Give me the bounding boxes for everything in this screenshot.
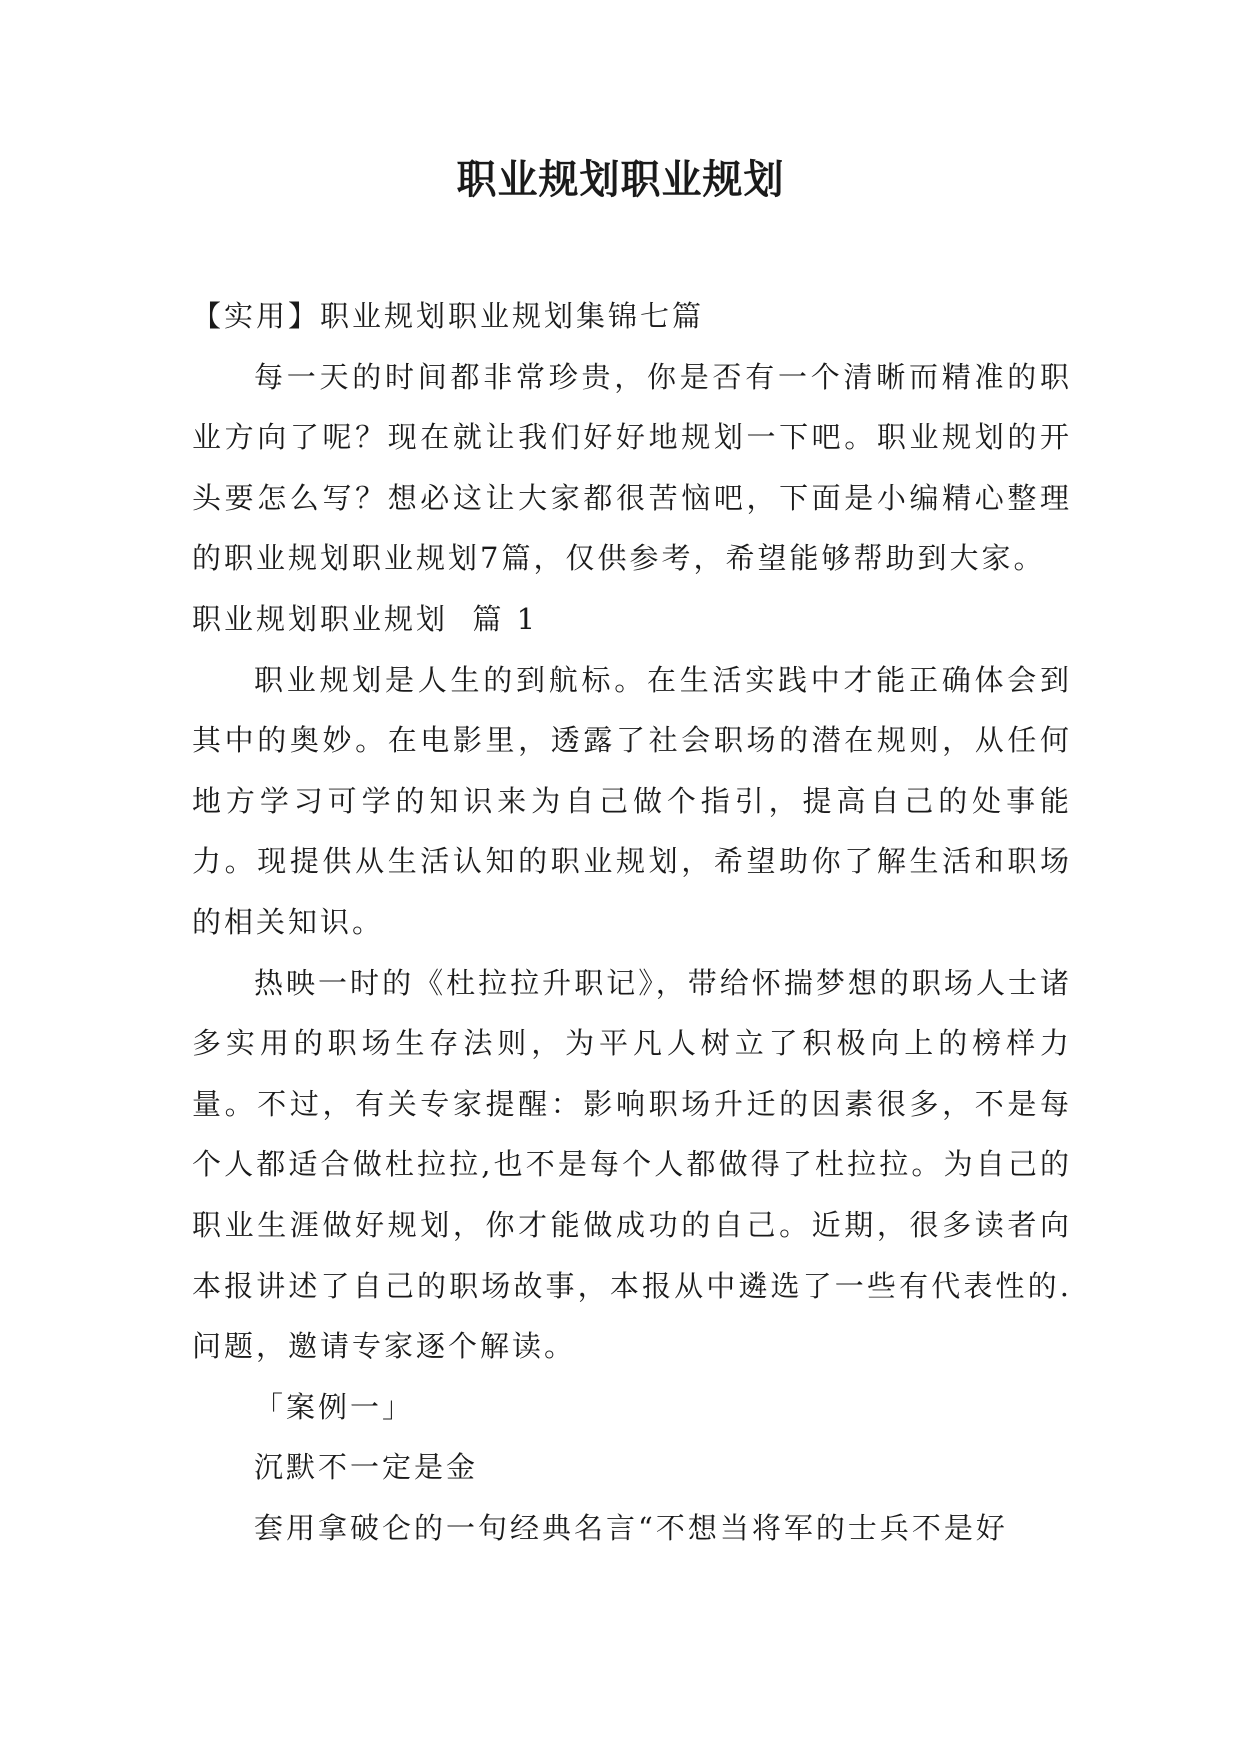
body-paragraph-1: 职业规划是人生的到航标。在生活实践中才能正确体会到其中的奥妙。在电影里，透露了社会职场的潜在规则，从任何地方学习可学的知识来为自己做个指引，提高自己的处事能力。现提供从生活认知的职业规划，希望助你了解生活和职场的相关知识。 <box>192 662 1072 939</box>
body-paragraph-2: 热映一时的《杜拉拉升职记》，带给怀揣梦想的职场人士诸多实用的职场生存法则，为平凡人树立了积极向上的榜样力量。不过，有关专家提醒：影响职场升迁的因素很多，不是每个人都适合做杜拉拉,也不是每个人都做得了杜拉拉。为自己的职业生涯做好规划，你才能做成功的自己。近期，很多读者向本报讲述了自己的职场故事，本报从中遴选了一些有代表性的.问题，邀请专家逐个解读。 <box>192 965 1072 1364</box>
document-body <box>192 286 1072 1558</box>
case-label: 「案例一」 <box>254 1389 415 1424</box>
section-heading: 职业规划职业规划 篇 1 <box>192 601 539 636</box>
document-title: 职业规划职业规划 <box>456 157 785 203</box>
intro-paragraph: 每一天的时间都非常珍贵，你是否有一个清晰而精准的职业方向了呢？现在就让我们好好地规划一下吧。职业规划的开头要怎么写？想必这让大家都很苦恼吧，下面是小编精心整理的职业规划职业规划7篇，仅供参考，希望能够帮助到大家。 <box>192 359 1072 576</box>
document-subtitle: 【实用】职业规划职业规划集锦七篇 <box>192 299 705 333</box>
case-title: 沉默不一定是金 <box>254 1450 479 1485</box>
body-paragraph-3: 套用拿破仑的一句经典名言“不想当将军的士兵不是好 <box>254 1510 1008 1545</box>
